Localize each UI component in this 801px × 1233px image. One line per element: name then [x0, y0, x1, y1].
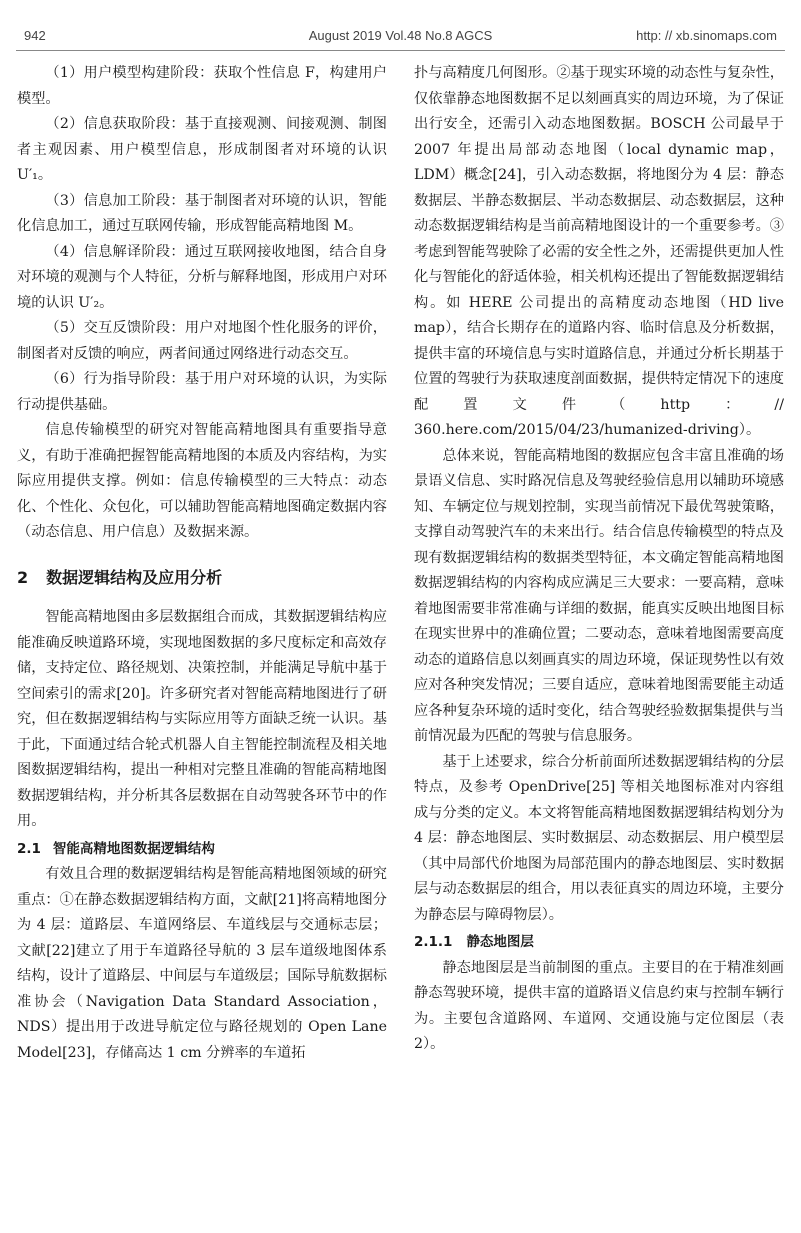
paragraph: （2）信息获取阶段：基于直接观测、间接观测、制图者主观因素、用户模型信息，形成制图者对环境的认识 U′₁。 — [17, 116, 387, 183]
subsubsection-heading — [414, 930, 784, 956]
subsubsection-number: 2.1.1 — [414, 934, 453, 950]
header-divider — [16, 50, 785, 51]
paragraph: 扑与高精度几何图形。②基于现实环境的动态性与复杂性，仅依靠静态地图数据不足以刻画真实的周边环境，为了保证出行安全，还需引入动态地图数据。BOSCH 公司最早于 2007 年提出局部动态地图（local dynamic map，LDM）概念[24]，引入动态数据，将地图分为 4 层：静态数据层、半静态数据层、半动态数据层、动态数据层，这种动态数据逻辑结构是当前高精地图设计的一个重要参考。③考虑到智能驾驶除了必需的安全性之外，还需提供更加人性化与智能化的舒适体验，相关机构还提出了智能数据逻辑结构。如 HERE 公司提出的高精度动态地图（HD live map），结合长期存在的道路内容、临时信息及分析数据，提供丰富的环境信息与实时道路信息，并通过分析长期基于位置的驾驶行为获取速度剖面数据，提供特定情况下的速度配置文件（http：// 360.here.com/2015/04/23/humanized-driving）。 — [414, 65, 784, 438]
page-number: 942 — [24, 28, 46, 43]
subsection-title: 智能高精地图数据逻辑结构 — [52, 840, 215, 857]
paragraph: 总体来说，智能高精地图的数据应包含丰富且准确的场景语义信息、实时路况信息及驾驶经验信息用以辅助环境感知、车辆定位与规划控制，实现当前情况下最优驾驶策略，支撑自动驾驶汽车的未来出行。结合信息传输模型的特点及现有数据逻辑结构的数据类型特征，本文确定智能高精地图数据逻辑结构的内容构成应满足三大要求：一要高精，意味着地图需要非常准确与详细的数据，能真实反映出地图目标在现实世界中的准确位置；二要动态，意味着地图需要高度动态的道路信息以刻画真实的周边环境，保证现势性以有效应对各种突发情况；三要自适应，意味着地图需要能主动适应各种复杂环境的适时变化，结合驾驶经验数据集提供与当前情况最为匹配的驾驶与信息服务。 — [414, 447, 784, 744]
subsection-number: 2.1 — [17, 840, 41, 857]
paragraph: （1）用户模型构建阶段：获取个性信息 F，构建用户模型。 — [17, 65, 387, 107]
paragraph: 静态地图层是当前制图的重点。主要目的在于精准刻画静态驾驶环境，提供丰富的道路语义信息约束与控制车辆行为。主要包含道路网、车道网、交通设施与定位图层（表 2）。 — [414, 959, 784, 1052]
subsubsection-title: 静态地图层 — [466, 934, 534, 950]
left-column — [17, 61, 387, 1066]
paragraph: （5）交互反馈阶段：用户对地图个性化服务的评价，制图者对反馈的响应，两者间通过网络进行动态交互。 — [17, 320, 387, 362]
paragraph: （3）信息加工阶段：基于制图者对环境的认识，智能化信息加工，通过互联网传输，形成智能高精地图 M。 — [17, 192, 387, 234]
subsection-heading — [17, 837, 387, 863]
paragraph: （6）行为指导阶段：基于用户对环境的认识，为实际行动提供基础。 — [17, 371, 387, 413]
section-number: 2 — [17, 567, 29, 587]
journal-url: http: // xb.sinomaps.com — [636, 28, 777, 43]
paragraph: 基于上述要求，综合分析前面所述数据逻辑结构的分层特点，及参考 OpenDrive[25] 等相关地图标准对内容组成与分类的定义。本文将智能高精地图数据逻辑结构划分为 4 层：静态地图层、实时数据层、动态数据层、用户模型层（其中局部代价地图为局部范围内的静态地图层、实时数据层与动态数据层的组合，用以表征真实的周边环境，主要分为静态层与障碍物层）。 — [414, 753, 784, 923]
paragraph: 信息传输模型的研究对智能高精地图具有重要指导意义，有助于准确把握智能高精地图的本质及内容结构，为实际应用提供支撑。例如：信息传输模型的三大特点：动态化、个性化、众包化，可以辅助智能高精地图确定数据内容（动态信息、用户信息）及数据来源。 — [17, 422, 387, 540]
section-heading — [17, 565, 387, 591]
paragraph: 有效且合理的数据逻辑结构是智能高精地图领域的研究重点：①在静态数据逻辑结构方面，文献[21]将高精地图分为 4 层：道路层、车道网络层、车道线层与交通标志层；文献[22]建立了用于车道路径导航的 3 层车道级地图体系结构，设计了道路层、中间层与车道级层；国际导航数据标准协会（Navigation Data Standard Association，NDS）提出用于改进导航定位与路径规划的 Open Lane Model[23]，存储高达 1 cm 分辨率的车道拓 — [17, 866, 387, 1061]
paragraph: （4）信息解译阶段：通过互联网接收地图，结合自身对环境的观测与个人特征，分析与解释地图，形成用户对环境的认识 U′₂。 — [17, 243, 387, 311]
journal-info: August 2019 Vol.48 No.8 AGCS — [308, 28, 493, 43]
page-header — [0, 0, 801, 52]
paragraph: 智能高精地图由多层数据组合而成，其数据逻辑结构应能准确反映道路环境，实现地图数据的多尺度标定和高效存储，支持定位、路径规划、决策控制，并能满足导航中基于空间索引的需求[20]。许多研究者对智能高精地图进行了研究，但在数据逻辑结构与实际应用等方面缺乏统一认识。基于此，下面通过结合轮式机器人自主智能控制流程及相关地图数据逻辑结构，提出一种相对完整且准确的智能高精地图数据逻辑结构，并分析其各层数据在自动驾驶各环节中的作用。 — [17, 609, 387, 829]
right-column — [414, 61, 784, 1058]
section-title: 数据逻辑结构及应用分析 — [46, 567, 223, 587]
